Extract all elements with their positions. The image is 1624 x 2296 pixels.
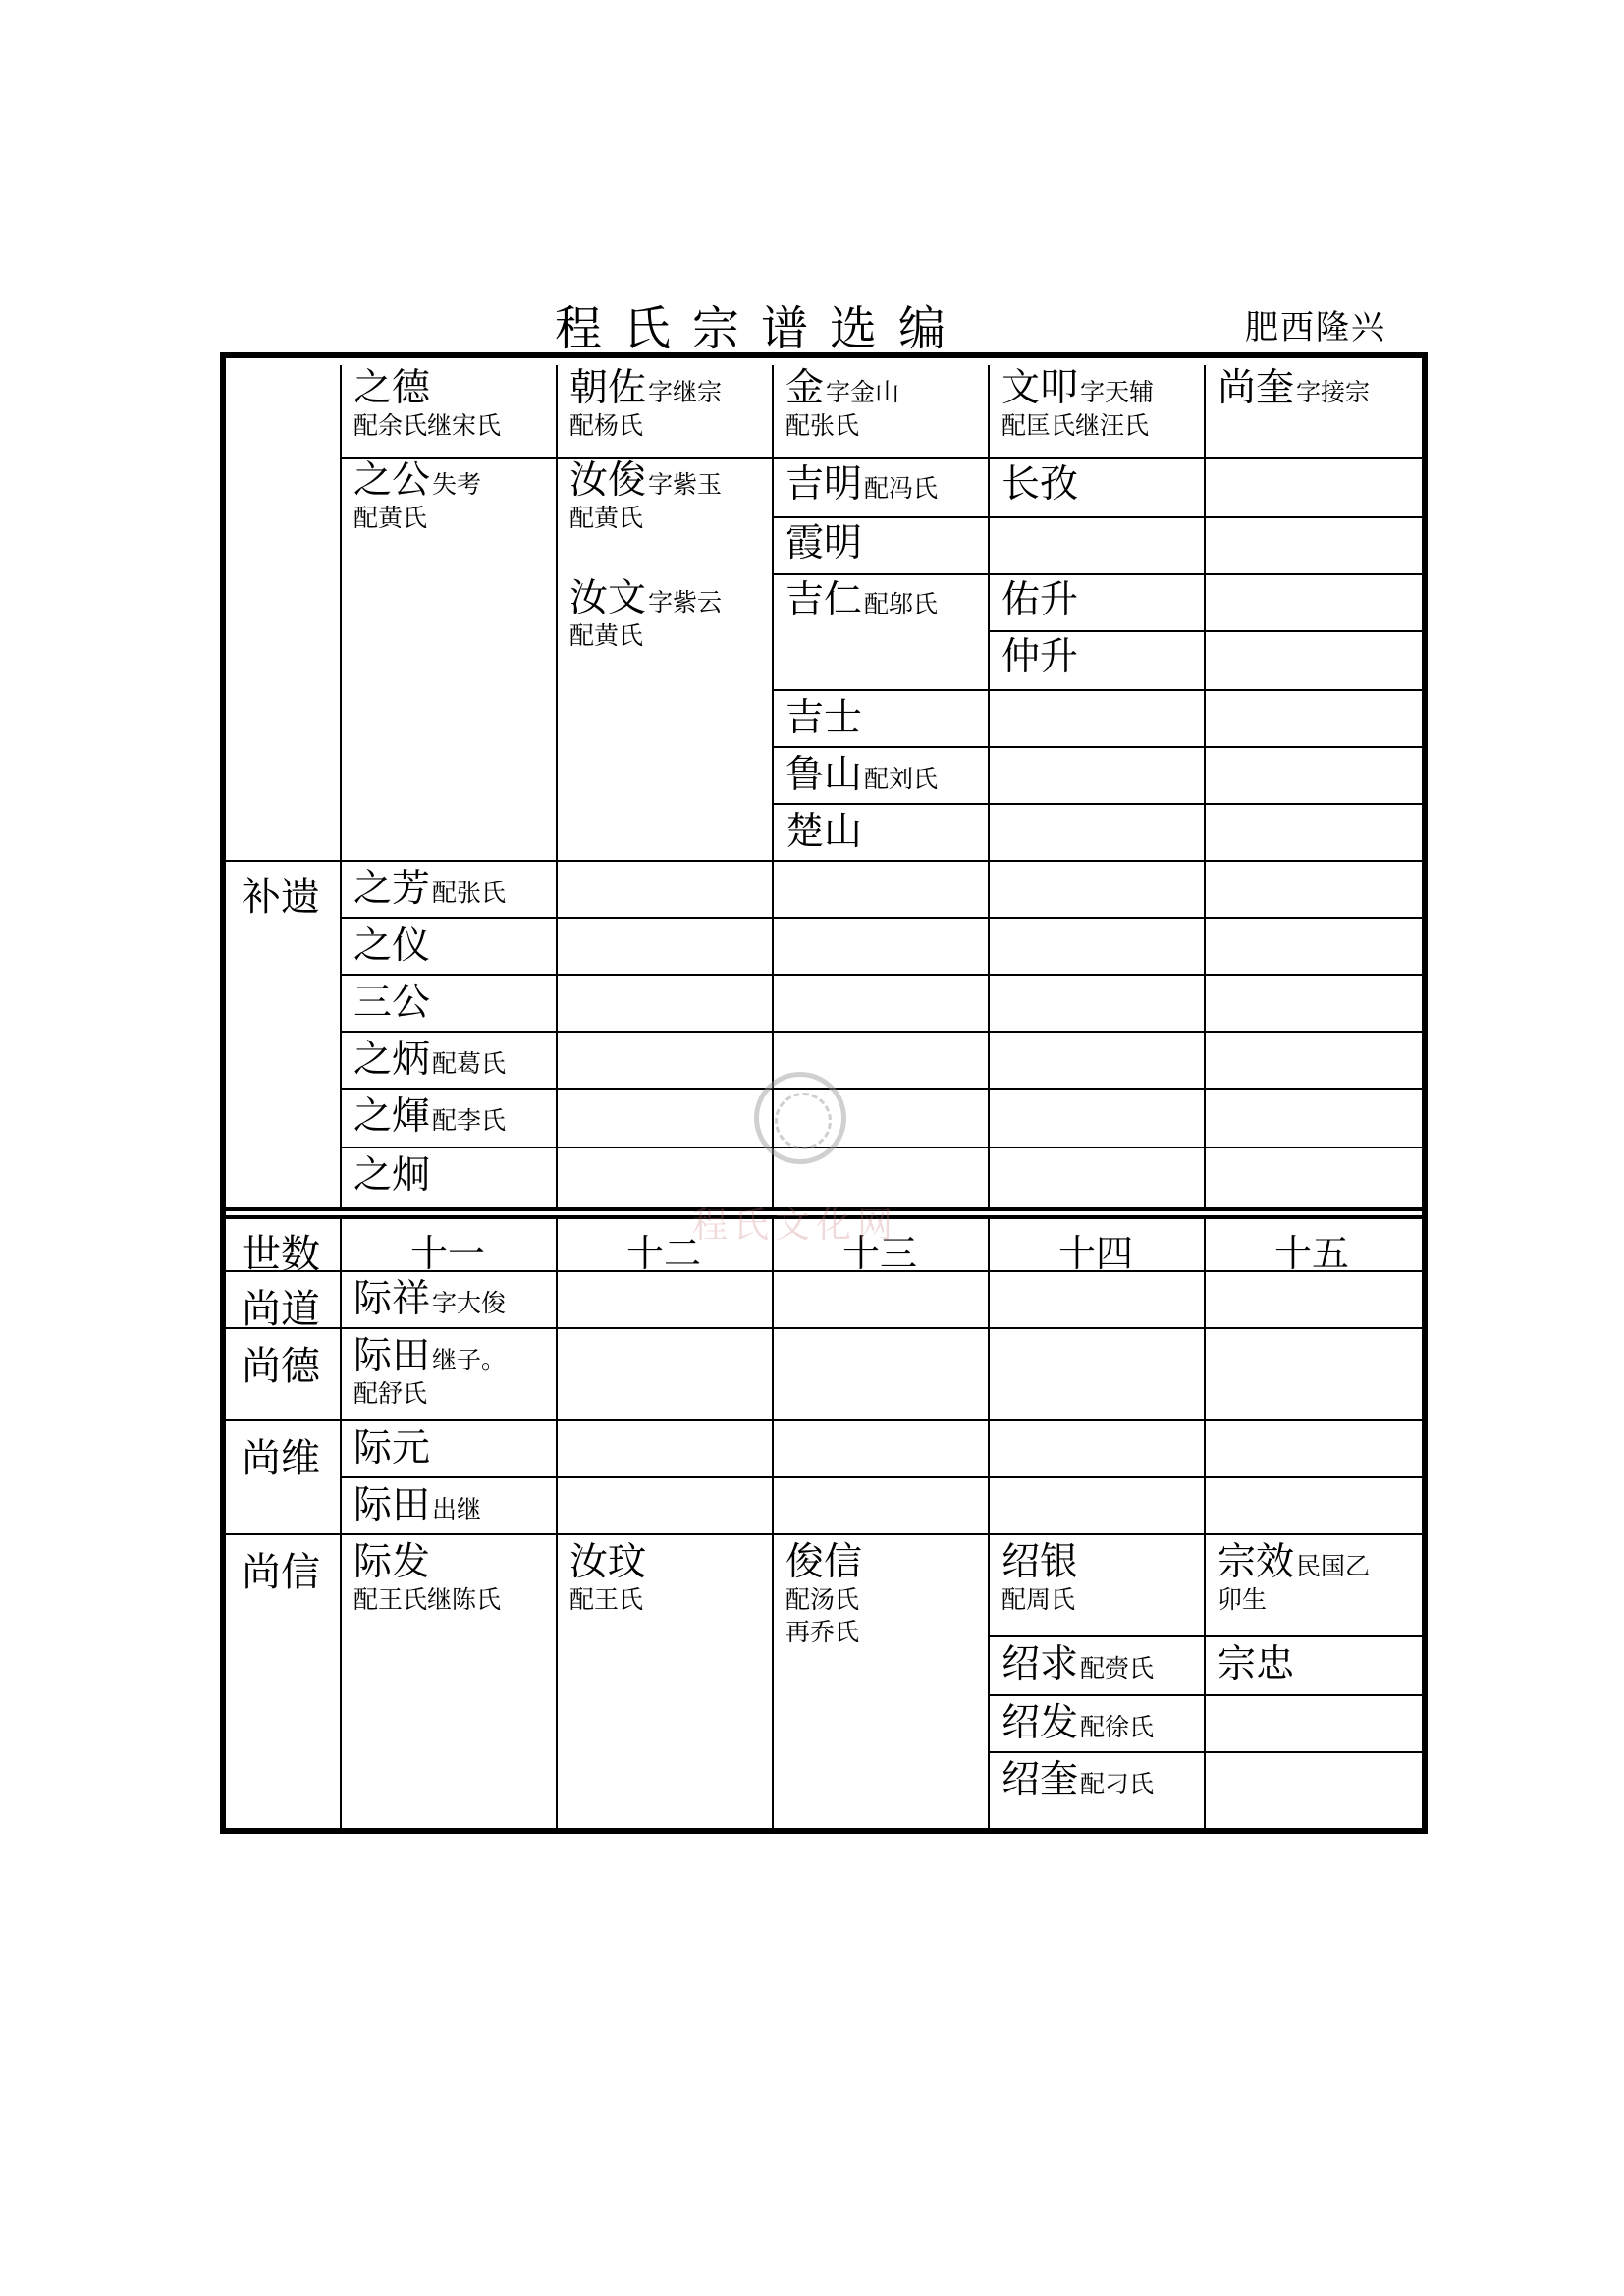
person-note: 配葛氏 [432, 1049, 507, 1078]
person-name: 文叩 [1001, 366, 1079, 410]
spouse-note: 配黄氏 [569, 621, 644, 650]
person-note: 配刁氏 [1080, 1770, 1155, 1798]
person-name: 仲升 [1001, 635, 1079, 679]
person-entry [569, 458, 723, 532]
person-entry [785, 366, 900, 440]
person-name: 吉明 [785, 462, 863, 507]
person-note: 字天辅 [1080, 378, 1155, 406]
person-entry [353, 1483, 482, 1527]
person-entry [1001, 462, 1079, 507]
person-entry [1001, 1642, 1155, 1686]
grid-line [772, 1217, 774, 1828]
person-name: 霞明 [785, 521, 863, 565]
person-name: 长孜 [1001, 462, 1079, 507]
grid-line [772, 516, 1422, 518]
person-name: 之德 [353, 366, 431, 410]
spouse-note: 再乔氏 [785, 1618, 860, 1646]
grid-line [988, 1751, 1422, 1753]
person-note: 失考 [432, 470, 482, 499]
spouse-note: 配余氏继宋氏 [353, 411, 502, 440]
person-name: 汝玟 [569, 1540, 647, 1584]
person-entry [1218, 366, 1371, 410]
person-name: 汝文 [569, 576, 647, 620]
spouse-note: 配黄氏 [569, 504, 644, 532]
grid-line [556, 365, 558, 1209]
grid-line [340, 974, 1422, 976]
person-name: 尚奎 [1218, 366, 1295, 410]
person-entry [1218, 1642, 1295, 1686]
spouse-note: 配王氏继陈氏 [353, 1585, 502, 1614]
spouse-note: 配舒氏 [353, 1379, 428, 1408]
grid-line [340, 457, 1422, 459]
person-name: 三公 [353, 981, 431, 1025]
generation-13: 十三 [841, 1232, 917, 1275]
grid-line [226, 1327, 1422, 1329]
person-name: 吉仁 [785, 578, 863, 622]
grid-line [340, 1476, 1422, 1478]
person-name: 绍银 [1001, 1540, 1079, 1584]
person-name: 鲁山 [785, 753, 863, 797]
generation-12: 十二 [625, 1232, 701, 1275]
grid-line [226, 1533, 1422, 1535]
person-note: 民国乙 [1296, 1552, 1371, 1580]
region-label: 肥西隆兴 [1245, 308, 1386, 347]
person-name: 佑升 [1001, 578, 1079, 622]
person-entry [353, 1153, 431, 1198]
grid-line [988, 630, 1422, 632]
person-entry [353, 1334, 507, 1408]
spouse-note: 配王氏 [569, 1585, 644, 1614]
person-name: 绍发 [1001, 1701, 1079, 1745]
person-entry [785, 462, 939, 507]
person-note: 配张氏 [432, 879, 507, 907]
grid-line [988, 1694, 1422, 1696]
grid-line [340, 365, 342, 1209]
grid-line [340, 917, 1422, 919]
person-entry [1218, 1540, 1371, 1614]
person-note: 字大俊 [432, 1289, 507, 1317]
page-title: 程氏宗谱选编 [555, 301, 968, 356]
person-entry [353, 458, 482, 532]
person-entry [569, 366, 723, 440]
person-name: 汝俊 [569, 458, 647, 503]
person-name: 宗忠 [1218, 1642, 1295, 1686]
grid-line [772, 746, 1422, 748]
person-entry [353, 1095, 507, 1139]
person-name: 吉士 [785, 696, 863, 740]
branch-label: 尚维 [242, 1436, 320, 1481]
person-entry [569, 576, 723, 650]
person-entry [353, 867, 507, 911]
grid-line [988, 1635, 1422, 1637]
person-entry [785, 753, 939, 797]
person-note: 出继 [432, 1495, 482, 1523]
person-entry [785, 696, 863, 740]
person-entry [785, 1540, 863, 1646]
person-note: 配刘氏 [864, 765, 939, 793]
person-name: 之煇 [353, 1095, 431, 1139]
person-entry [353, 1277, 507, 1321]
watermark: 程氏文化网 [692, 1205, 899, 1246]
person-name: 楚山 [785, 810, 863, 854]
person-entry [353, 1038, 507, 1082]
person-entry [353, 924, 431, 968]
spouse-note: 配汤氏 [785, 1585, 860, 1614]
grid-line [1204, 365, 1206, 1209]
person-name: 际发 [353, 1540, 431, 1584]
person-note: 配冯氏 [864, 474, 939, 503]
person-name: 俊信 [785, 1540, 863, 1584]
person-note: 配邬氏 [864, 590, 939, 618]
person-entry [353, 981, 431, 1025]
person-note: 字紫云 [648, 588, 723, 616]
person-name: 金 [785, 366, 825, 410]
person-name: 朝佐 [569, 366, 647, 410]
generation-header-label: 世数 [242, 1232, 320, 1277]
person-name: 绍奎 [1001, 1758, 1079, 1802]
person-name: 际田 [353, 1334, 431, 1378]
person-name: 之炳 [353, 1038, 431, 1082]
branch-label: 尚信 [242, 1550, 320, 1595]
branch-label: 补遗 [242, 875, 320, 920]
grid-line [340, 1088, 1422, 1090]
spouse-note: 卯生 [1218, 1585, 1268, 1614]
branch-label: 尚道 [242, 1287, 320, 1332]
person-entry [1001, 1758, 1155, 1802]
person-name: 之公 [353, 458, 431, 503]
spouse-note: 配黄氏 [353, 504, 428, 532]
person-entry [1001, 578, 1079, 622]
spouse-note: 配周氏 [1001, 1585, 1076, 1614]
grid-line [340, 1147, 1422, 1148]
person-entry [1001, 1540, 1079, 1614]
person-entry [785, 521, 863, 565]
grid-line [772, 573, 1422, 575]
person-entry [1001, 366, 1155, 440]
person-entry [785, 810, 863, 854]
person-name: 际祥 [353, 1277, 431, 1321]
grid-line [988, 365, 990, 1209]
seal-icon [754, 1072, 846, 1164]
person-entry [1001, 1701, 1155, 1745]
person-name: 宗效 [1218, 1540, 1295, 1584]
grid-line [340, 1217, 342, 1828]
generation-14: 十四 [1057, 1232, 1133, 1275]
person-name: 绍求 [1001, 1642, 1079, 1686]
person-name: 之炯 [353, 1153, 431, 1198]
branch-label: 尚德 [242, 1344, 320, 1389]
person-name: 际田 [353, 1483, 431, 1527]
person-note: 配徐氏 [1080, 1713, 1155, 1741]
person-entry [1001, 635, 1079, 679]
person-name: 际元 [353, 1426, 431, 1470]
person-note: 配赍氏 [1080, 1654, 1155, 1682]
grid-line [340, 1031, 1422, 1033]
grid-line [988, 1217, 990, 1828]
person-entry [353, 1426, 431, 1470]
grid-line [772, 689, 1422, 691]
person-entry [569, 1540, 647, 1614]
person-note: 字金山 [826, 378, 900, 406]
person-name: 之仪 [353, 924, 431, 968]
person-entry [785, 578, 939, 622]
person-entry [353, 1540, 502, 1614]
spouse-note: 配张氏 [785, 411, 860, 440]
person-note: 配李氏 [432, 1106, 507, 1135]
person-name: 之芳 [353, 867, 431, 911]
grid-line [226, 1419, 1422, 1421]
person-entry [353, 366, 502, 440]
generation-15: 十五 [1273, 1232, 1349, 1275]
spouse-note: 配杨氏 [569, 411, 644, 440]
person-note: 字继宗 [648, 378, 723, 406]
person-note: 字紫玉 [648, 470, 723, 499]
generation-11: 十一 [409, 1232, 485, 1275]
spouse-note: 配匡氏继汪氏 [1001, 411, 1150, 440]
person-note: 字接宗 [1296, 378, 1371, 406]
grid-line [556, 1217, 558, 1828]
grid-line [772, 803, 1422, 805]
grid-line [226, 860, 1422, 862]
grid-line [1204, 1217, 1206, 1828]
person-note: 继子。 [432, 1346, 507, 1374]
